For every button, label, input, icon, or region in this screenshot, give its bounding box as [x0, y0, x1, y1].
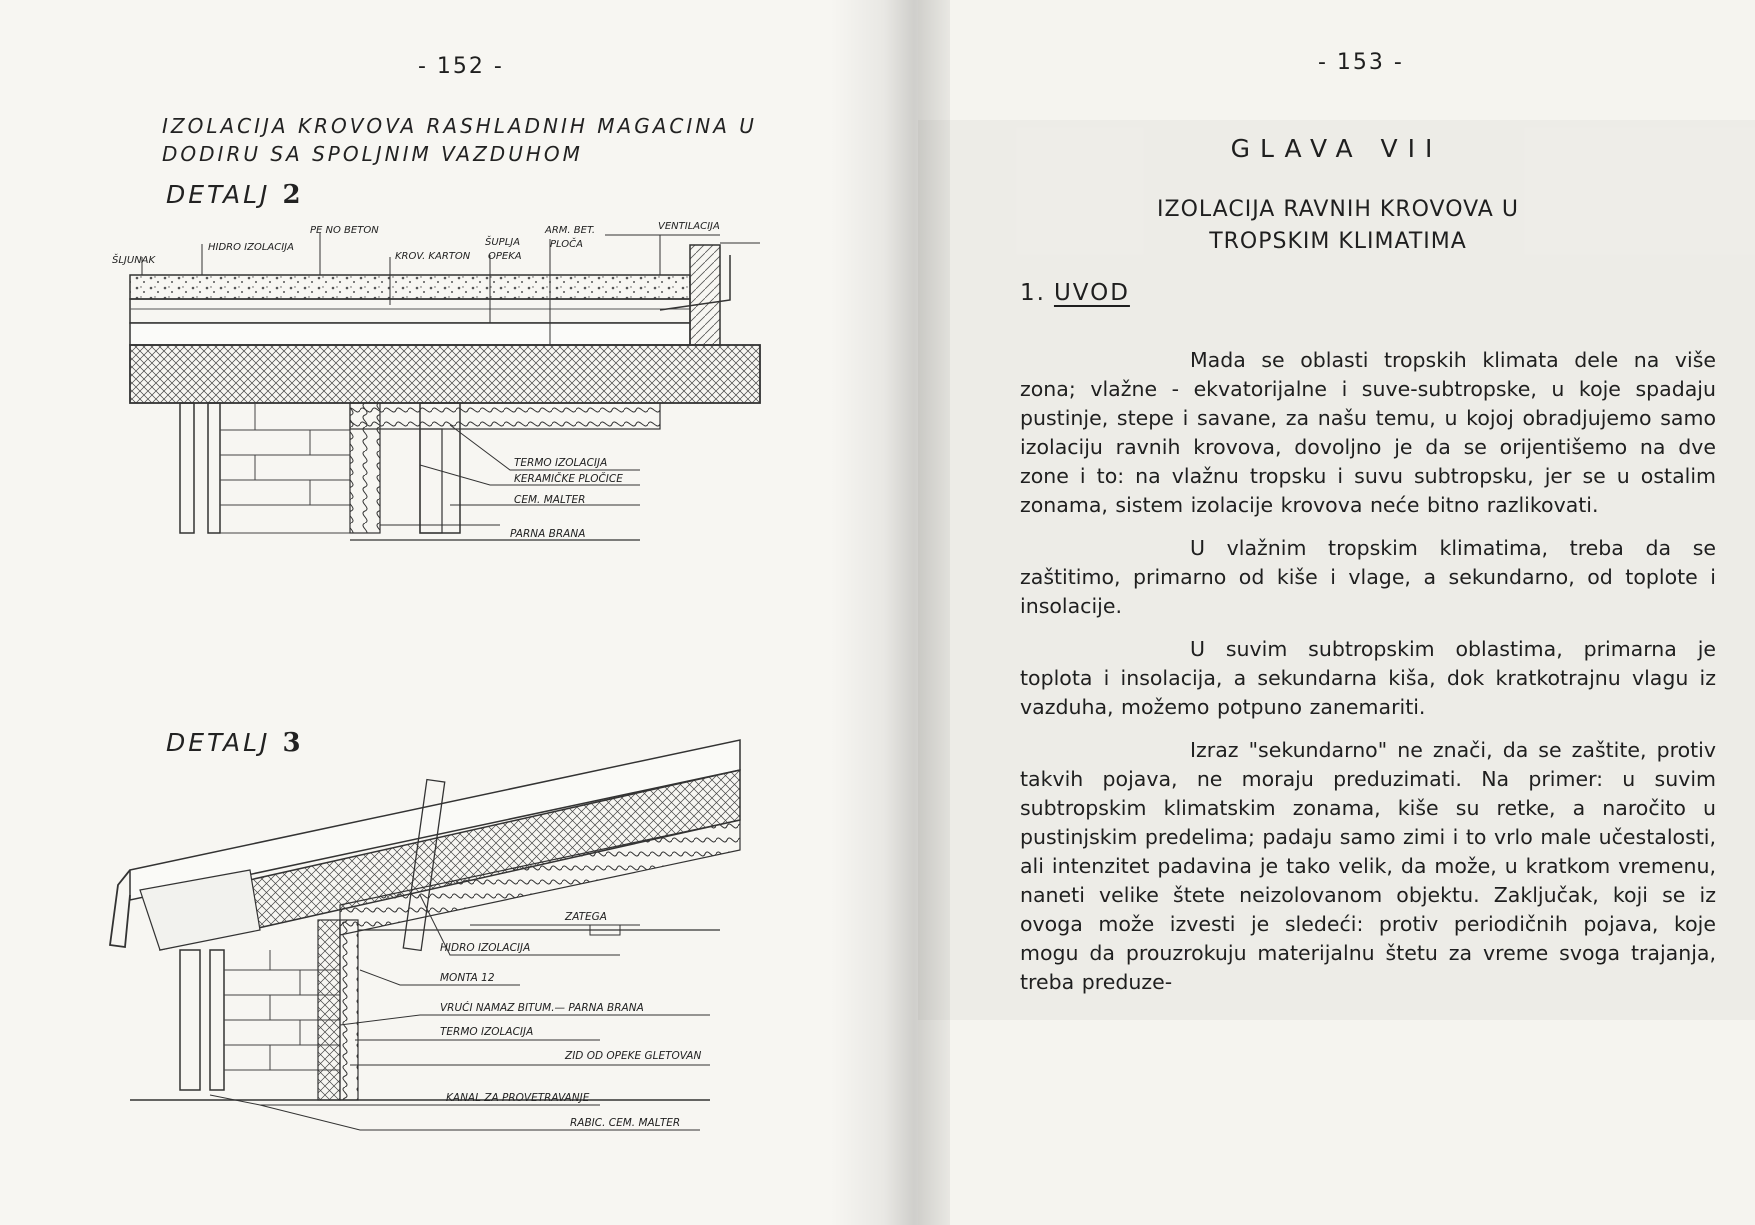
svg-text:CEM. MALTER: CEM. MALTER: [514, 494, 586, 506]
svg-text:HIDRO IZOLACIJA: HIDRO IZOLACIJA: [208, 242, 294, 253]
detail2-label: DETALJ: [166, 180, 271, 209]
svg-text:OPEKA: OPEKA: [488, 251, 522, 262]
svg-text:VENTILACIJA: VENTILACIJA: [658, 221, 720, 232]
detail2-heading: [166, 180, 304, 210]
detail2-drawing: [112, 221, 820, 620]
svg-text:ZID OD OPEKE GLETOVAN: ZID OD OPEKE GLETOVAN: [565, 1050, 702, 1062]
body-text: [1020, 346, 1716, 1011]
svg-text:ŠUPLJA: ŠUPLJA: [485, 237, 521, 248]
svg-text:RABIC. CEM. MALTER: RABIC. CEM. MALTER: [570, 1117, 681, 1129]
figure-title-line2: DODIRU SA SPOLJNIM VAZDUHOM: [162, 142, 583, 166]
svg-text:VRUĆI NAMAZ BITUM.— PARNA BRAN: VRUĆI NAMAZ BITUM.— PARNA BRANA: [440, 1002, 644, 1014]
section-number: 1.: [1020, 280, 1046, 306]
svg-text:ARM. BET.: ARM. BET.: [545, 225, 596, 236]
paragraph-4: Izraz "sekundarno" ne znači, da se zaštite, protiv takvih pojava, ne moraju preduzimati. Na primer: u suvim subtropskim klimatskim zonama, kiše su retke, a naročito u pustinjskim predelima; padaju samo zimi i to vrlo male učestalosti, ali intenzitet padavina je tako velik, da može, u kratkom vremenu, naneti velike štete neizolovanom objektu. Zaključak, koji se iz ovoga može izvesti je sledeći: protiv periodičnih pojava, koje mogu da prouzrokuju materijalnu štetu za vreme svoga trajanja, treba preduze-: [1020, 738, 1716, 994]
section-heading: [1020, 280, 1130, 306]
svg-text:HIDRO IZOLACIJA: HIDRO IZOLACIJA: [440, 942, 531, 954]
svg-text:KANAL ZA PROVETRAVANJE: KANAL ZA PROVETRAVANJE: [446, 1092, 590, 1104]
detail3-number: 3: [282, 728, 304, 758]
svg-text:TERMO IZOLACIJA: TERMO IZOLACIJA: [440, 1026, 534, 1038]
detail3-drawing: [100, 735, 820, 1135]
svg-text:TERMO IZOLACIJA: TERMO IZOLACIJA: [514, 457, 608, 469]
paragraph-3: U suvim subtropskim oblastima, primarna je toplota i insolacija, a sekundarna kiša, dok kratkotrajnu vlagu iz vazduha, možemo potpuno zanemariti.: [1020, 637, 1716, 719]
chapter-title: IZOLACIJA RAVNIH KROVOVA U TROPSKIM KLIMATIMA: [1157, 197, 1519, 254]
svg-text:KROV. KARTON: KROV. KARTON: [395, 251, 471, 262]
detail3-label: DETALJ: [166, 728, 271, 757]
right-page: [918, 0, 1755, 1225]
svg-text:PARNA BRANA: PARNA BRANA: [510, 528, 586, 540]
svg-text:MONTA 12: MONTA 12: [440, 972, 495, 984]
page-number-right: - 153 -: [1318, 50, 1404, 75]
detail2-number: 2: [282, 180, 304, 210]
section-title: UVOD: [1053, 280, 1130, 306]
svg-text:KERAMIČKE PLOČICE: KERAMIČKE PLOČICE: [514, 473, 623, 485]
svg-text:ŠLJUNAK: ŠLJUNAK: [112, 255, 156, 266]
svg-text:PLOČA: PLOČA: [550, 239, 583, 250]
chapter-label: GLAVA VII: [1230, 134, 1443, 163]
svg-text:PE NO BETON: PE NO BETON: [310, 225, 379, 236]
paragraph-1: Mada se oblasti tropskih klimata dele na više zona; vlažne - ekvatorijalne i suve-subtropske, u koje spadaju pustinje, stepe i savane, za našu temu, u kojoj obradjujemo samo izolaciju ravnih krovova, dovoljno je da se orijentišemo na dve zone i to: na vlažnu tropsku i suvu subtropsku, jer se u ostalim zonama, sistem izolacije krovova neće bitno razlikovati.: [1020, 348, 1716, 517]
page-number-left: - 152 -: [418, 54, 504, 79]
svg-text:ZATEGA: ZATEGA: [565, 911, 607, 923]
figure-title-line1: IZOLACIJA KROVOVA RASHLADNIH MAGACINA U: [162, 114, 757, 138]
paragraph-2: U vlažnim tropskim klimatima, treba da se zaštitimo, primarno od kiše i vlage, a sekundarno, od toplote i insolacije.: [1020, 536, 1716, 618]
